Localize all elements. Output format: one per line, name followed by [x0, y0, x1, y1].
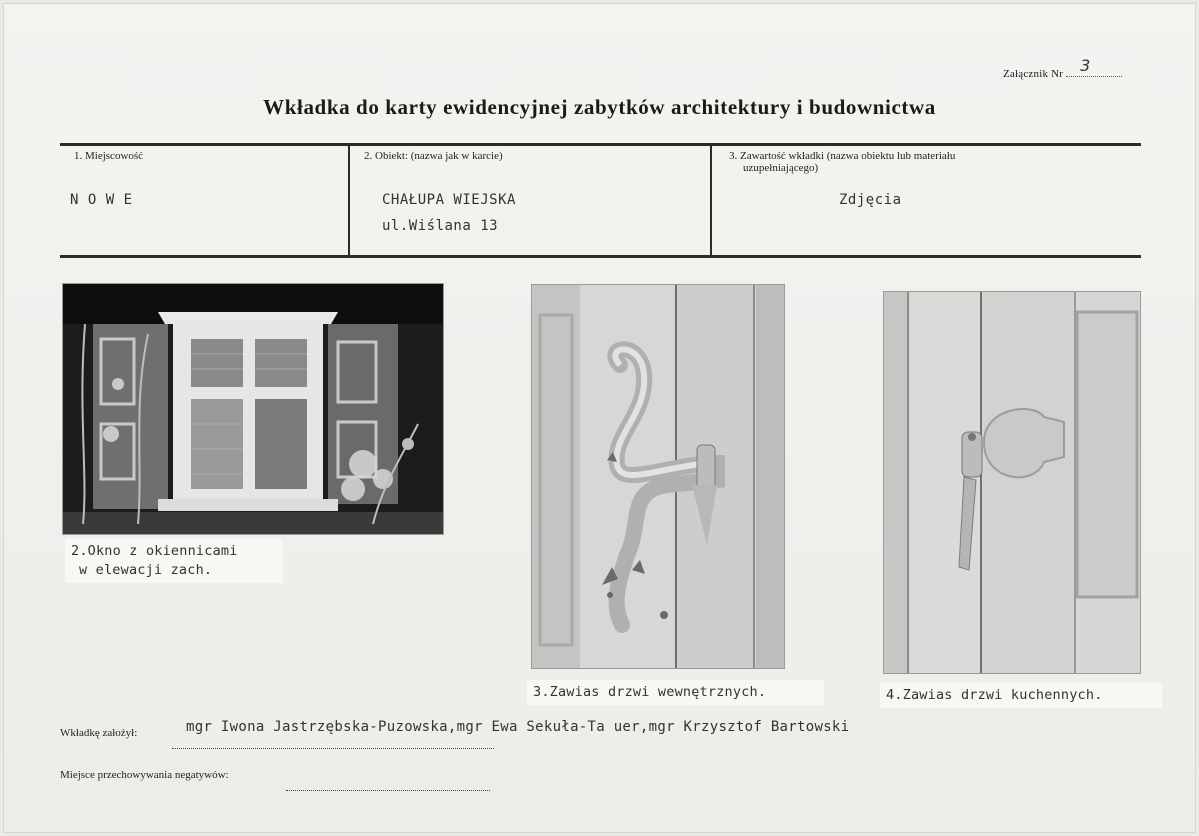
locality-value: N O W E — [70, 192, 133, 208]
object-label: 2. Obiekt: (nazwa jak w karcie) — [364, 150, 503, 162]
form-bottom-rule — [60, 255, 1141, 258]
form-divider-1 — [348, 143, 350, 255]
locality-label: 1. Miejscowość — [74, 150, 144, 162]
contents-value: Zdjęcia — [839, 192, 902, 208]
photo-interior-hinge — [531, 284, 785, 669]
form-divider-2 — [710, 143, 712, 255]
object-value-line2: ul.Wiślana 13 — [382, 218, 499, 234]
photo-caption-kitchen-hinge: 4.Zawias drzwi kuchennych. — [880, 683, 1162, 708]
contents-label-line1: 3. Zawartość wkładki (nazwa obiektu lub materiału — [729, 150, 956, 162]
negatives-dotline — [286, 778, 490, 796]
photo-caption-window — [65, 539, 283, 583]
object-value-line1: CHAŁUPA WIEJSKA — [382, 192, 516, 208]
annex-dots — [1066, 56, 1122, 77]
annex-handwritten-number: 3 — [1080, 56, 1091, 75]
photo-kitchen-hinge — [883, 291, 1141, 674]
form-top-rule — [60, 143, 1141, 146]
annex-label: Załącznik Nr — [1003, 68, 1064, 80]
document-title: Wkładka do karty ewidencyjnej zabytków architektury i budownictwa — [263, 95, 936, 119]
founder-label: Wkładkę założył: — [60, 727, 138, 739]
founder-dotline — [172, 736, 494, 754]
contents-label-line2: uzupełniającego) — [743, 162, 819, 174]
kitchen-hinge-image — [884, 292, 1140, 673]
negatives-label: Miejsce przechowywania negatywów: — [60, 769, 229, 781]
interior-hinge-image — [532, 285, 784, 668]
annex-number — [1003, 56, 1122, 80]
founder-value: mgr Iwona Jastrzębska-Puzowska,mgr Ewa Sekuła-Ta uer,mgr Krzysztof Bartowski — [186, 719, 850, 735]
photo-caption-interior-hinge: 3.Zawias drzwi wewnętrznych. — [527, 680, 824, 705]
caption-window-line1: 2.Okno z okiennicami — [71, 543, 238, 559]
caption-window-line2: w elewacji zach. — [79, 562, 213, 578]
window-shutters-image — [63, 284, 443, 534]
photo-window-shutters — [62, 283, 444, 535]
